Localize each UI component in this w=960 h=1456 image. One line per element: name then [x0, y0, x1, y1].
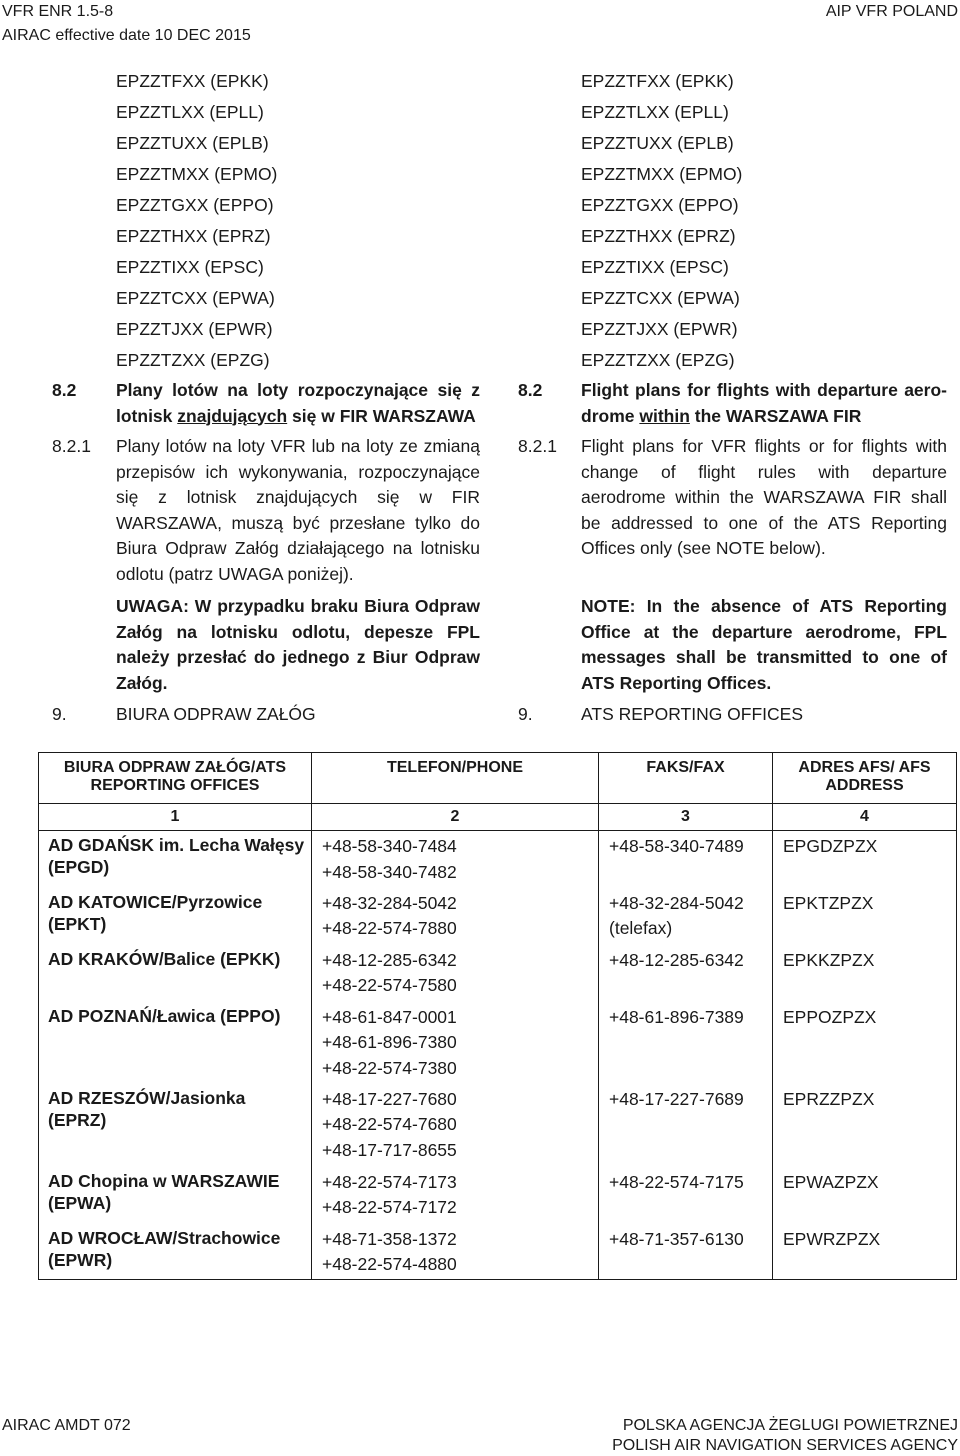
- en-section-8-2-1-text: Flight plans for VFR flights or for flights with change of flight rules with departure aerodrome within the WARSZAWA FIR shall be addressed to one of the ATS Reporting Offices only (see NOTE below).: [581, 436, 947, 558]
- afs-address: EPWRZPZX: [773, 1224, 957, 1280]
- en-section-8-2-1-number: 8.2.1: [518, 436, 557, 456]
- office-name: AD GDAŃSK im. Lecha Wałęsy (EPGD): [39, 831, 312, 888]
- fax-number: +48-17-227-7689: [609, 1088, 744, 1109]
- code-item: EPZZTLXX (EPLL): [116, 102, 264, 122]
- column-header-fax: FAKS/FAX: [599, 753, 773, 804]
- code-item: EPZZTHXX (EPRZ): [581, 226, 736, 246]
- heading-text: drome: [581, 405, 640, 426]
- table-row: [39, 888, 957, 945]
- phone-number: +48-22-574-7380: [322, 1057, 457, 1078]
- afs-address: EPKKZPZX: [773, 945, 957, 1002]
- phone-number: +48-58-340-7482: [322, 861, 457, 882]
- table-row: [39, 1002, 957, 1084]
- phone-number: +48-61-896-7380: [322, 1032, 457, 1052]
- fax-note: (telefax): [609, 918, 673, 938]
- amendment-number: AIRAC AMDT 072: [2, 1417, 131, 1434]
- phone-cell: [312, 1224, 599, 1280]
- office-name: AD POZNAŃ/Ławica (EPPO): [39, 1002, 312, 1084]
- fax-number: +48-71-357-6130: [609, 1228, 744, 1249]
- column-header-office: BIURA ODPRAW ZAŁÓG/ATS REPORTING OFFICES: [39, 753, 312, 804]
- fax-cell: [599, 945, 773, 1002]
- afs-address: EPKTZPZX: [773, 888, 957, 945]
- en-code-list: [581, 66, 742, 376]
- code-item: EPZZTUXX (EPLB): [581, 133, 734, 153]
- publication-title: AIP VFR POLAND: [825, 3, 958, 20]
- office-name: AD Chopina w WARSZAWIE (EPWA): [39, 1167, 312, 1224]
- office-name: AD WROCŁAW/Strachowice (EPWR): [39, 1224, 312, 1280]
- agency-name-en: POLISH AIR NAVIGATION SERVICES AGENCY: [612, 1437, 958, 1454]
- heading-text: the WARSZAWA FIR: [689, 405, 862, 426]
- phone-number: +48-17-717-8655: [322, 1139, 457, 1160]
- en-section-8-2-heading: [581, 378, 947, 429]
- office-name: AD RZESZÓW/Jasionka (EPRZ): [39, 1084, 312, 1167]
- heading-underlined-text: within: [639, 405, 690, 426]
- afs-address: EPWAZPZX: [773, 1167, 957, 1224]
- code-item: EPZZTZXX (EPZG): [116, 350, 270, 370]
- heading-text: lotnisk: [116, 405, 178, 426]
- heading-line: Flight plans for flights with departure aero-: [581, 380, 947, 400]
- en-note: NOTE: In the absence of ATS Reporting Office at the departure aerodrome, FPL messages shall be transmitted to one of ATS Reporting Offices.: [581, 596, 947, 693]
- heading-line: Plany lotów na loty rozpoczynające się z: [116, 380, 480, 400]
- code-item: EPZZTUXX (EPLB): [116, 133, 269, 153]
- column-number: 1: [39, 804, 312, 831]
- pl-note: UWAGA: W przypadku braku Biura Odpraw Załóg na lotnisku odlotu, depesze FPL należy przesłać do jednego z Biur Odpraw Załóg.: [116, 596, 480, 693]
- agency-name-pl: POLSKA AGENCJA ŻEGLUGI POWIETRZNEJ: [622, 1417, 958, 1434]
- heading-underlined-text: znajdujących: [177, 405, 288, 426]
- phone-number: +48-22-574-7580: [322, 975, 457, 995]
- fax-cell: [599, 1084, 773, 1167]
- column-number: 3: [599, 804, 773, 831]
- en-section-9-number: 9.: [518, 704, 533, 724]
- phone-cell: [312, 1167, 599, 1224]
- phone-number: +48-17-227-7680: [322, 1088, 457, 1109]
- phone-number: +48-22-574-7172: [322, 1197, 457, 1217]
- code-item: EPZZTFXX (EPKK): [581, 71, 734, 91]
- code-item: EPZZTIXX (EPSC): [116, 257, 264, 277]
- column-number: 4: [773, 804, 957, 831]
- code-item: EPZZTCXX (EPWA): [581, 288, 740, 308]
- phone-number: +48-32-284-5042: [322, 892, 457, 913]
- fax-number: +48-12-285-6342: [609, 949, 744, 970]
- code-item: EPZZTJXX (EPWR): [116, 319, 273, 339]
- table-header-row: [39, 753, 957, 804]
- heading-text: się w FIR WARSZAWA: [287, 405, 476, 426]
- phone-number: +48-22-574-4880: [322, 1254, 457, 1274]
- pl-section-9-number: 9.: [52, 704, 67, 724]
- afs-address: EPRZZPZX: [773, 1084, 957, 1167]
- en-section-9-title: ATS REPORTING OFFICES: [581, 704, 804, 724]
- table-row: [39, 1224, 957, 1280]
- phone-number: +48-71-358-1372: [322, 1228, 457, 1249]
- office-name: AD KATOWICE/Pyrzowice (EPKT): [39, 888, 312, 945]
- phone-number: +48-22-574-7680: [322, 1114, 457, 1134]
- pl-section-8-2-heading: [116, 378, 480, 429]
- heading-line: [581, 404, 947, 430]
- en-section-8-2-number: 8.2: [518, 380, 543, 400]
- table-row: [39, 1084, 957, 1167]
- effective-date: AIRAC effective date 10 DEC 2015: [2, 27, 251, 44]
- code-item: EPZZTMXX (EPMO): [581, 164, 743, 184]
- pl-section-8-2-1-number: 8.2.1: [52, 436, 91, 456]
- phone-cell: [312, 945, 599, 1002]
- fax-cell: [599, 888, 773, 945]
- reporting-offices-table: [38, 752, 957, 1280]
- pl-section-8-2-number: 8.2: [52, 380, 77, 400]
- table-row: [39, 945, 957, 1002]
- phone-cell: [312, 1084, 599, 1167]
- code-item: EPZZTIXX (EPSC): [581, 257, 729, 277]
- code-item: EPZZTMXX (EPMO): [116, 164, 278, 184]
- phone-number: +48-61-847-0001: [322, 1006, 457, 1027]
- code-item: EPZZTCXX (EPWA): [116, 288, 275, 308]
- code-item: EPZZTHXX (EPRZ): [116, 226, 271, 246]
- fax-cell: [599, 1167, 773, 1224]
- column-number: 2: [312, 804, 599, 831]
- column-header-afs: ADRES AFS/ AFS ADDRESS: [773, 753, 957, 804]
- fax-number: +48-61-896-7389: [609, 1006, 744, 1027]
- phone-number: +48-22-574-7173: [322, 1171, 457, 1192]
- document-id: VFR ENR 1.5-8: [2, 3, 114, 20]
- phone-number: +48-22-574-7880: [322, 918, 457, 938]
- table-row: [39, 831, 957, 888]
- pl-section-9-title: BIURA ODPRAW ZAŁÓG: [116, 704, 316, 724]
- fax-cell: [599, 1002, 773, 1084]
- phone-cell: [312, 831, 599, 888]
- code-item: EPZZTGXX (EPPO): [581, 195, 739, 215]
- phone-cell: [312, 888, 599, 945]
- pl-code-list: [116, 66, 277, 376]
- phone-cell: [312, 1002, 599, 1084]
- fax-cell: [599, 1224, 773, 1280]
- table-column-number-row: [39, 804, 957, 831]
- code-item: EPZZTZXX (EPZG): [581, 350, 735, 370]
- fax-number: +48-58-340-7489: [609, 836, 744, 856]
- code-item: EPZZTGXX (EPPO): [116, 195, 274, 215]
- office-name: AD KRAKÓW/Balice (EPKK): [39, 945, 312, 1002]
- phone-number: +48-58-340-7484: [322, 836, 457, 856]
- code-item: EPZZTJXX (EPWR): [581, 319, 738, 339]
- heading-line: [116, 404, 480, 430]
- table-row: [39, 1167, 957, 1224]
- fax-number: +48-22-574-7175: [609, 1171, 744, 1192]
- afs-address: EPGDZPZX: [773, 831, 957, 888]
- fax-cell: [599, 831, 773, 888]
- fax-number: +48-32-284-5042: [609, 892, 744, 913]
- phone-number: +48-12-285-6342: [322, 949, 457, 970]
- column-header-phone: TELEFON/PHONE: [312, 753, 599, 804]
- pl-section-8-2-1-text: Plany lotów na loty VFR lub na loty ze zmianą przepisów ich wykonywania, rozpoczynające się z lotnisk znajdujących się w FIR WARSZAWA, muszą być przesłane tylko do Biura Odpraw Załóg działającego na lotnisku odlotu (patrz UWAGA poniżej).: [116, 436, 480, 584]
- afs-address: EPPOZPZX: [773, 1002, 957, 1084]
- code-item: EPZZTLXX (EPLL): [581, 102, 729, 122]
- code-item: EPZZTFXX (EPKK): [116, 71, 269, 91]
